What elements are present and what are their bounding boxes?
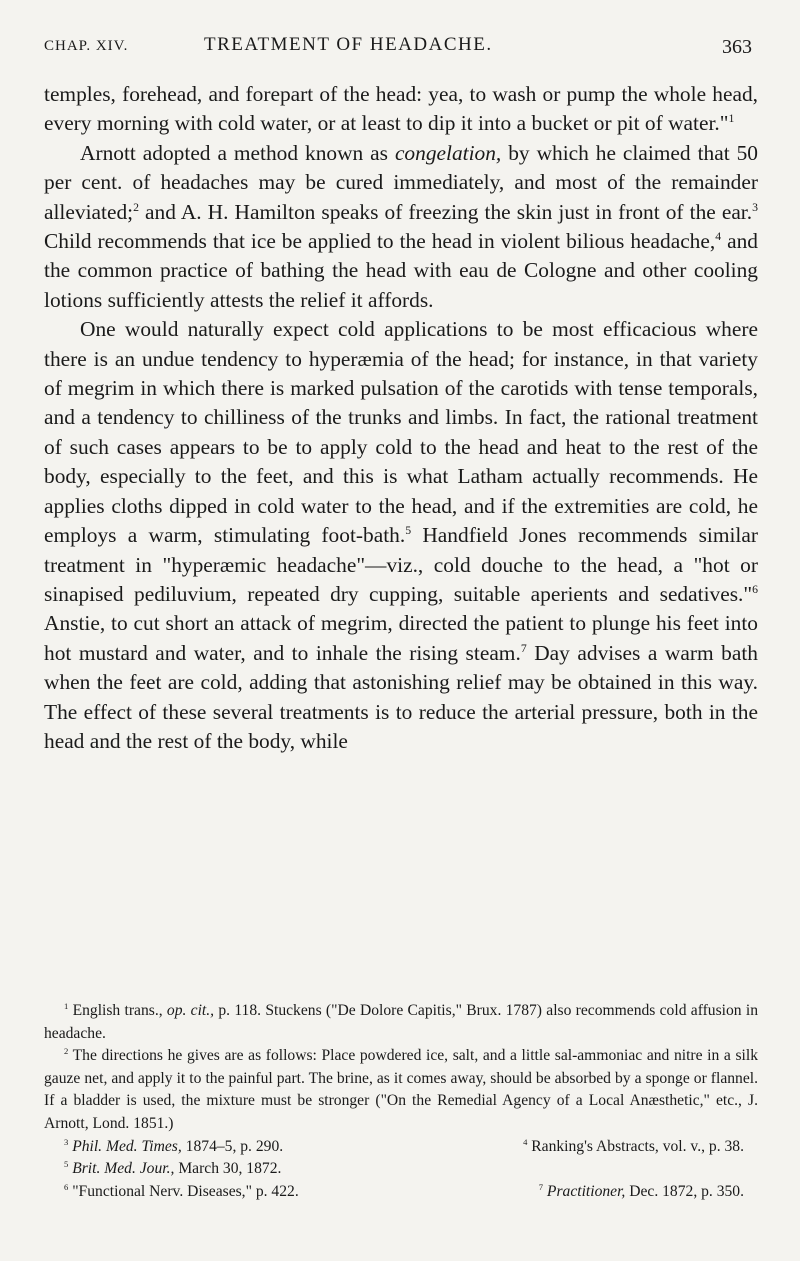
footnote-1: $^1$ English trans., op. cit., p. 118. Stuckens ("De Dolore Capitis," Brux. 1787) also recommends cold affusion in headache. bbox=[44, 1000, 758, 1042]
book-page bbox=[44, 30, 758, 756]
footnote-ref-2: 2 bbox=[133, 200, 139, 214]
footnote-7: $^7$ Practitioner, Dec. 1872, p. 350. bbox=[538, 1181, 744, 1200]
footnote-ref-1: 1 bbox=[728, 112, 735, 126]
footnote-row-5 bbox=[44, 1158, 758, 1181]
footnote-5: $^5$ Brit. Med. Jour., March 30, 1872. bbox=[64, 1158, 282, 1178]
footnote-2: $^2$ The directions he gives are as follows: Place powdered ice, salt, and a little sal-ammoniac and nitre in a silk gauze net, and apply it to the painful part. The brine, as it comes away, should be absorbed by a sponge or flannel. If a bladder is used, the mixture must be stronger ("On the Remedial Agency of a Local Anæsthetic," etc., J. Arnott, Lond. 1851.) bbox=[44, 1046, 758, 1132]
footnote-3: $^3$ Phil. Med. Times, 1874–5, p. 290. bbox=[64, 1136, 284, 1155]
paragraph-2: Arnott adopted a method known as congelation, by which he claimed that 50 per cent. of headaches may be cured immediately, and most of the remainder alleviated;$^2$ and A. H. Hamilton speaks of freezing the skin just in front of the ear.$^3$ Child recommends that ice be applied to the head in violent bilious headache,$^4$ and the common practice of bathing the head with eau de Cologne and other cooling lotions sufficiently attests the relief it affords. bbox=[44, 140, 759, 312]
paragraph-1: temples, forehead, and forepart of the head: yea, to wash or pump the whole head, every morning with cold water, or at least to dip it into a bucket or pit of water."$^1$ bbox=[44, 82, 758, 136]
footnote-ref-6: 6 bbox=[752, 582, 758, 596]
footnote-row-3-4 bbox=[44, 1136, 758, 1159]
footnote-ref-4: 4 bbox=[715, 229, 722, 243]
footnote-ref-3: 3 bbox=[752, 200, 758, 214]
footnote-ref-5: 5 bbox=[405, 523, 412, 537]
main-text bbox=[44, 80, 758, 756]
footnote-4: $^4$ Ranking's Abstracts, vol. v., p. 38. bbox=[523, 1136, 744, 1155]
page-number: 363 bbox=[722, 36, 752, 58]
chapter-label: CHAP. XIV. bbox=[44, 38, 129, 54]
running-title: TREATMENT OF HEADACHE. bbox=[204, 34, 493, 55]
paragraph-3: One would naturally expect cold applications to be most efficacious where there is an undue tendency to hyperæmia of the head; for instance, in that variety of megrim in which there is marked pulsation of the carotids with tense temporals, and a tendency to chilliness of the trunks and limbs. In fact, the rational treatment of such cases appears to be to apply cold to the head and heat to the rest of the body, especially to the feet, and this is what Latham actually recommends. He applies cloths dipped in cold water to the head, and if the extremities are cold, he employs a warm, stimulating foot-bath.$^5$ Handfield Jones recommends similar treatment in "hyperæmic headache"—viz., cold douche to the head, a "hot or sinapised pediluvium, repeated dry cupping, suitable aperients and sedatives."$^6$ Anstie, to cut short an attack of megrim, directed the patient to plunge his feet into hot mustard and water, and to inhale the rising steam.$^7$ Day advises a warm bath when the feet are cold, adding that astonishing relief may be obtained in this way. The effect of these several treatments is to reduce the arterial pressure, both in the head and the rest of the body, while bbox=[44, 317, 758, 753]
footnote-6: $^6$ "Functional Nerv. Diseases," p. 422. bbox=[64, 1181, 299, 1200]
footnote-row-6-7 bbox=[44, 1181, 758, 1204]
footnote-ref-7: 7 bbox=[520, 641, 527, 655]
running-header bbox=[44, 30, 758, 64]
footnotes bbox=[44, 1000, 758, 1203]
